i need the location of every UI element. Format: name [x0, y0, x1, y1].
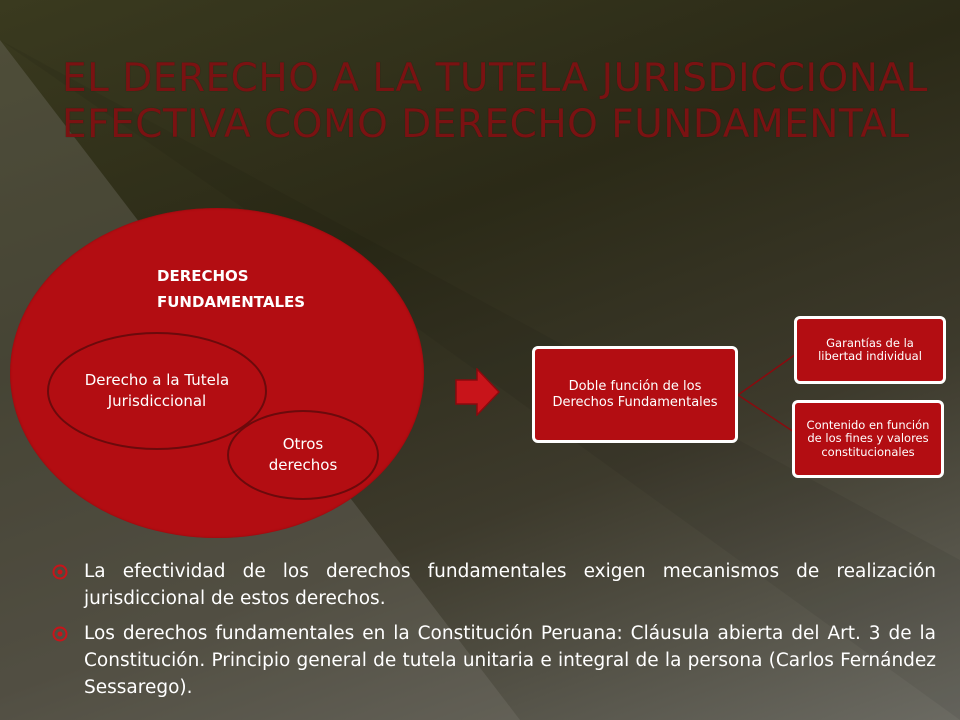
bullet-list — [52, 558, 936, 709]
bullet-text-1: La efectividad de los derechos fundamentales exigen mecanismos de realización jurisdiccional de estos derechos. — [84, 561, 936, 609]
tutela-jurisdiccional-label: Derecho a la Tutela Jurisdiccional — [84, 371, 230, 410]
title-line-2: EFECTIVA COMO DERECHO FUNDAMENTAL — [62, 102, 910, 147]
doble-funcion-box — [532, 346, 738, 443]
garantias-label: Garantías de la libertad individual — [818, 335, 922, 363]
garantias-box — [794, 316, 946, 384]
target-bullet-icon — [52, 626, 68, 642]
bullet-item-1 — [52, 558, 936, 612]
contenido-box — [792, 400, 944, 478]
doble-funcion-label: Doble función de los Derechos Fundamentales — [552, 378, 718, 410]
df-label-line-1: DERECHOS — [157, 267, 249, 285]
bullet-item-2 — [52, 620, 936, 701]
bullet-text-2: Los derechos fundamentales en la Constitución Peruana: Cláusula abierta del Art. 3 de la Constitución. Principio general de tutela unitaria e integral de la persona (Carlos Fernández Sessarego). — [84, 623, 936, 698]
target-bullet-icon — [52, 564, 68, 580]
df-label-line-2: FUNDAMENTALES — [157, 293, 306, 311]
otros-derechos-label: Otros derechos — [268, 435, 338, 474]
contenido-label: Contenido en función de los fines y valores constitucionales — [806, 417, 930, 459]
title-line-1: EL DERECHO A LA TUTELA JURISDICCIONAL — [62, 56, 928, 101]
